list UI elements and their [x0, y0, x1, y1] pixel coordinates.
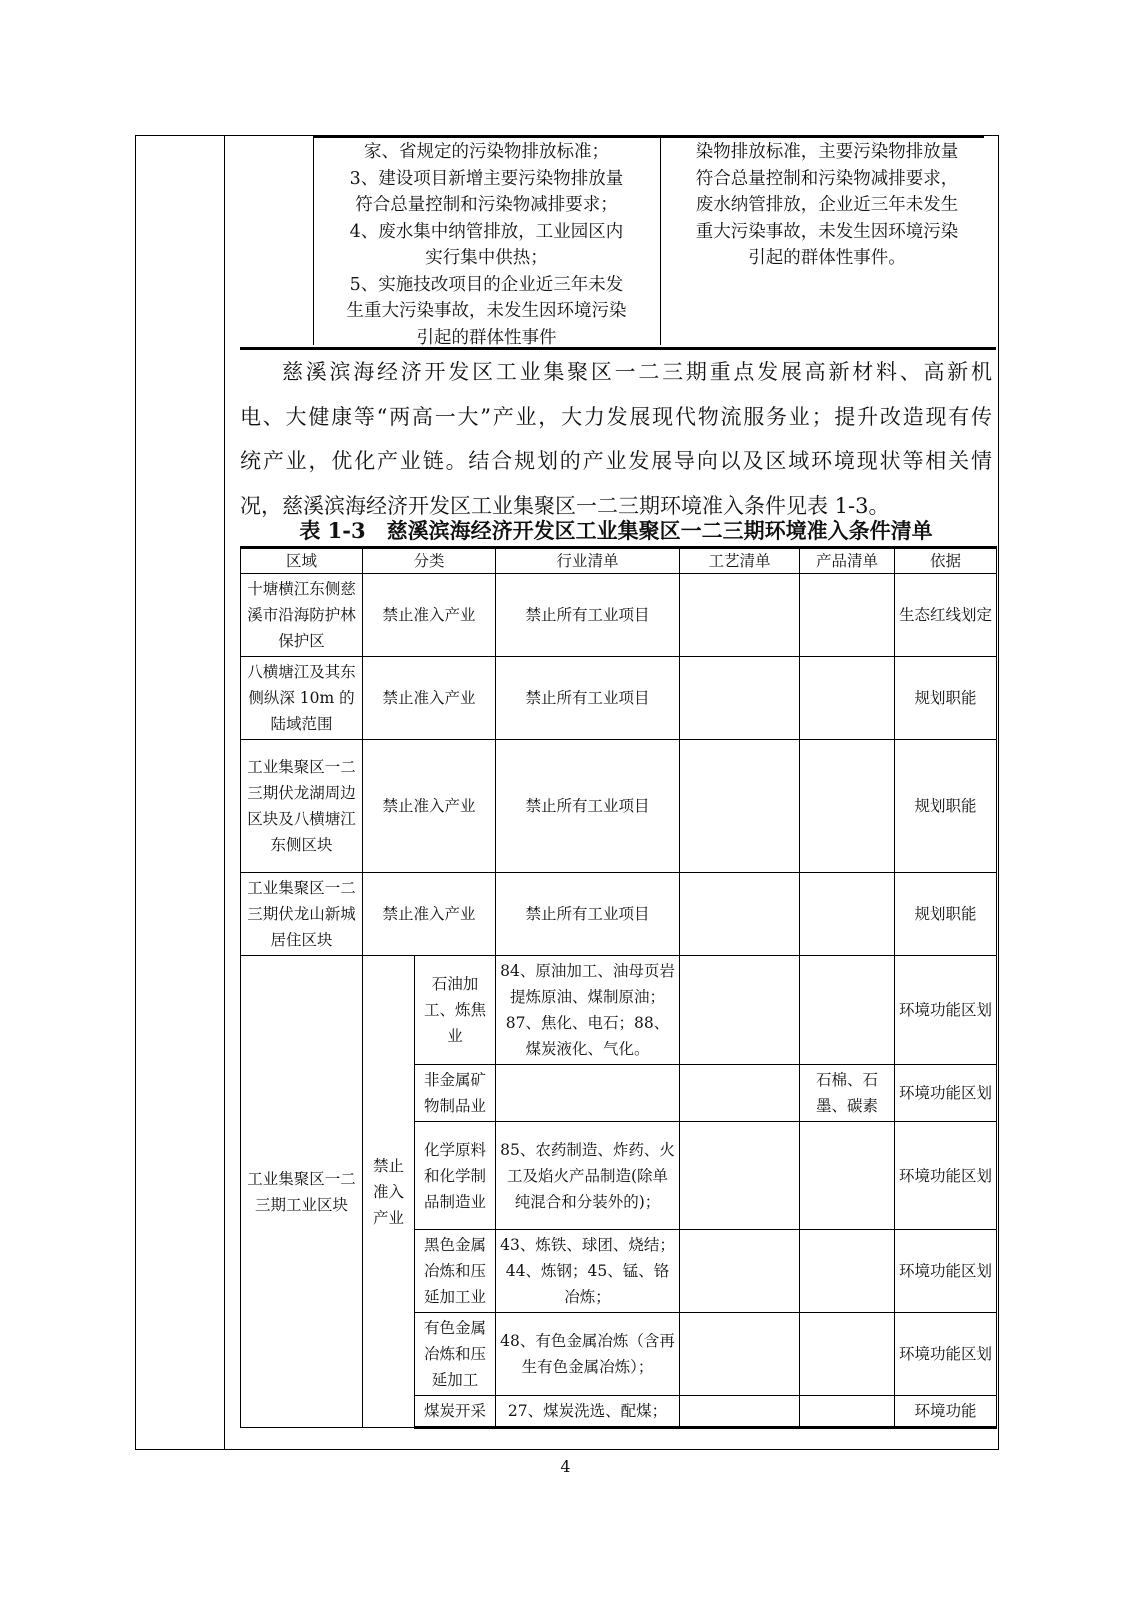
cell-process — [680, 657, 800, 740]
continuation-col1 — [320, 139, 653, 351]
text-line: 5、实施技改项目的企业近三年未发 — [349, 274, 624, 295]
cell-process — [680, 1396, 800, 1428]
table-row — [241, 574, 997, 657]
access-conditions-table — [240, 546, 997, 1429]
cell-sector: 有色金属冶炼和压延加工 — [415, 1313, 496, 1396]
page-number: 4 — [560, 1457, 571, 1476]
cell-region: 十塘横江东侧慈溪市沿海防护林保护区 — [241, 574, 363, 657]
cell-process — [680, 1065, 800, 1122]
table-row — [241, 956, 997, 1065]
cell-industry: 48、有色金属冶炼（含再生有色金属冶炼）； — [496, 1313, 680, 1396]
cell-category: 禁止准入产业 — [363, 873, 496, 956]
cell-sector: 黑色金属冶炼和压延加工业 — [415, 1230, 496, 1313]
cell-region: 工业集聚区一二三期伏龙湖周边区块及八横塘江东侧区块 — [241, 740, 363, 873]
cell-group-category: 禁止准入产业 — [363, 956, 415, 1428]
text-line: 废水纳管排放，企业近三年未发生 — [695, 195, 959, 215]
cell-industry: 85、农药制造、炸药、火工及焰火产品制造(除单纯混合和分装外的)； — [496, 1122, 680, 1230]
continuation-table — [240, 135, 996, 350]
cell-industry: 禁止所有工业项目 — [496, 574, 680, 657]
text-line: 染物排放标准，主要污染物排放量 — [695, 142, 959, 162]
cell-basis: 规划职能 — [895, 873, 997, 956]
cell-region: 八横塘江及其东侧纵深 10m 的陆域范围 — [241, 657, 363, 740]
text-line: 符合总量控制和污染物减排要求； — [355, 195, 618, 215]
text-line: 生重大污染事故，未发生因环境污染 — [346, 301, 627, 321]
cell-product — [800, 657, 895, 740]
cell-sector: 化学原料和化学制品制造业 — [415, 1122, 496, 1230]
text-line: 符合总量控制和污染物减排要求， — [695, 168, 959, 189]
frame-divider — [224, 135, 225, 1450]
cell-basis: 环境功能区划 — [895, 1122, 997, 1230]
cell-basis: 环境功能区划 — [895, 956, 997, 1065]
cell-product — [800, 574, 895, 657]
cell-basis: 环境功能区划 — [895, 1065, 997, 1122]
header-category: 分类 — [363, 548, 496, 574]
cell-process — [680, 873, 800, 956]
cell-industry: 27、煤炭洗选、配煤； — [496, 1396, 680, 1428]
table-row — [241, 740, 997, 873]
cell-basis: 生态红线划定 — [895, 574, 997, 657]
cell-basis: 环境功能 — [895, 1396, 997, 1428]
text-line: 实行集中供热； — [425, 248, 548, 268]
continuation-col-border — [660, 135, 661, 345]
paragraph-line: 电、大健康等“两高一大”产业，大力发展现代物流服务业；提升改造现有传 — [240, 404, 992, 429]
cell-category: 禁止准入产业 — [363, 740, 496, 873]
header-basis: 依据 — [895, 548, 997, 574]
text-line: 3、建设项目新增主要污染物排放量 — [349, 168, 624, 189]
cell-process — [680, 740, 800, 873]
cell-industry: 43、炼铁、球团、烧结；44、炼钢；45、锰、铬冶炼； — [496, 1230, 680, 1313]
text-line: 重大污染事故，未发生因环境污染 — [695, 221, 959, 242]
cell-category: 禁止准入产业 — [363, 574, 496, 657]
cell-industry: 84、原油加工、油母页岩提炼原油、煤制原油；87、焦化、电石；88、煤炭液化、气化。 — [496, 956, 680, 1065]
cell-product — [800, 1313, 895, 1396]
cell-product — [800, 873, 895, 956]
table-header-row — [241, 548, 997, 574]
text-line: 4、废水集中纳管排放，工业园区内 — [349, 221, 624, 242]
text-line: 引起的群体性事件 — [416, 327, 557, 348]
continuation-col-border — [313, 135, 314, 345]
table-caption: 表 1-3 慈溪滨海经济开发区工业集聚区一二三期环境准入条件清单 — [299, 518, 933, 543]
cell-industry: 禁止所有工业项目 — [496, 740, 680, 873]
cell-basis: 环境功能区划 — [895, 1230, 997, 1313]
cell-product — [800, 1396, 895, 1428]
cell-industry — [496, 1065, 680, 1122]
cell-industry: 禁止所有工业项目 — [496, 657, 680, 740]
cell-sector: 石油加工、炼焦业 — [415, 956, 496, 1065]
cell-sector: 非金属矿物制品业 — [415, 1065, 496, 1122]
cell-process — [680, 1122, 800, 1230]
cell-basis: 环境功能区划 — [895, 1313, 997, 1396]
cell-product — [800, 956, 895, 1065]
header-region: 区域 — [241, 548, 363, 574]
table-row — [241, 873, 997, 956]
text-line: 引起的群体性事件。 — [748, 248, 906, 268]
cell-group-region: 工业集聚区一二三期工业区块 — [241, 956, 363, 1428]
continuation-top-rule — [313, 135, 984, 138]
paragraph-line: 统产业，优化产业链。结合规划的产业发展导向以及区域环境现状等相关情 — [240, 449, 992, 473]
cell-product — [800, 1122, 895, 1230]
cell-product — [800, 1230, 895, 1313]
cell-region: 工业集聚区一二三期伏龙山新城居住区块 — [241, 873, 363, 956]
cell-sector: 煤炭开采 — [415, 1396, 496, 1428]
header-product: 产品清单 — [800, 548, 895, 574]
header-industry: 行业清单 — [496, 548, 680, 574]
header-process: 工艺清单 — [680, 548, 800, 574]
cell-process — [680, 1313, 800, 1396]
cell-process — [680, 574, 800, 657]
cell-category: 禁止准入产业 — [363, 657, 496, 740]
continuation-col2 — [668, 139, 986, 272]
text-line: 家、省规定的污染物排放标准； — [364, 142, 609, 162]
table-row — [241, 657, 997, 740]
paragraph-line: 慈溪滨海经济开发区工业集聚区一二三期重点发展高新材料、高新机 — [282, 360, 992, 384]
cell-product: 石棉、石墨、碳素 — [800, 1065, 895, 1122]
cell-process — [680, 1230, 800, 1313]
cell-industry: 禁止所有工业项目 — [496, 873, 680, 956]
cell-process — [680, 956, 800, 1065]
cell-basis: 规划职能 — [895, 657, 997, 740]
cell-product — [800, 740, 895, 873]
body-paragraph — [240, 350, 992, 528]
paragraph-line: 况，慈溪滨海经济开发区工业集聚区一二三期环境准入条件见表 1-3。 — [240, 493, 890, 518]
cell-basis: 规划职能 — [895, 740, 997, 873]
